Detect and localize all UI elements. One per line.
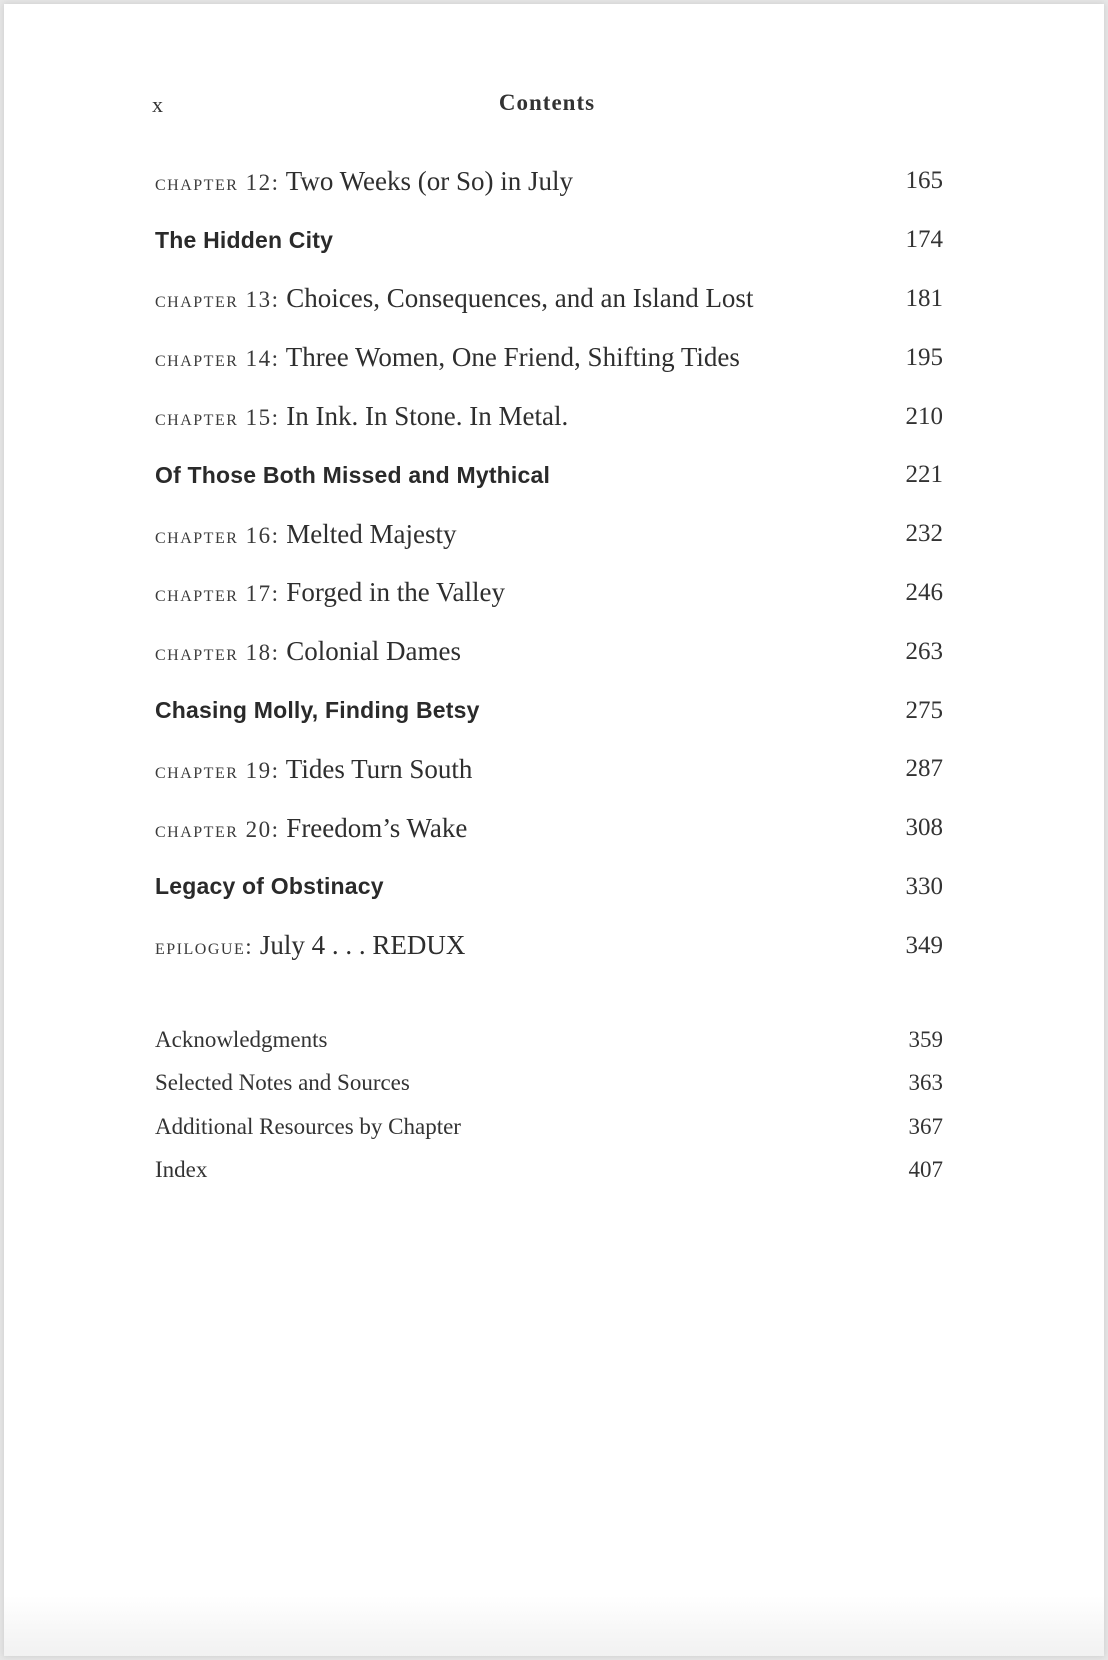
entry-text <box>155 636 883 667</box>
page-ref: 308 <box>905 814 943 842</box>
part-title: Legacy of Obstinacy <box>155 873 384 900</box>
chapter-title: Two Weeks (or So) in July <box>279 165 573 196</box>
chapter-title: Melted Majesty <box>279 518 457 549</box>
page-ref: 349 <box>905 931 943 959</box>
running-header <box>152 90 942 120</box>
entry-text <box>155 283 883 314</box>
chapter-label: chapter 18: <box>155 640 280 666</box>
entry-text <box>155 166 883 197</box>
chapter-title: In Ink. In Stone. In Metal. <box>279 401 569 432</box>
toc-entry[interactable] <box>155 270 943 329</box>
toc-epilogue-entry[interactable] <box>155 916 943 975</box>
chapter-label: chapter 13: <box>155 287 280 313</box>
chapter-label: chapter 14: <box>155 346 280 372</box>
page-ref: 363 <box>908 1070 943 1096</box>
toc-entry[interactable] <box>155 505 943 564</box>
back-matter-title: Index <box>155 1157 208 1183</box>
page-number: x <box>152 92 163 117</box>
chapter-label: chapter 20: <box>155 816 280 842</box>
page-ref: 181 <box>905 284 943 312</box>
chapter-title: Freedom’s Wake <box>279 812 468 843</box>
page-ref: 232 <box>905 520 943 548</box>
page-ref: 407 <box>908 1157 943 1183</box>
toc-entry[interactable] <box>155 622 943 681</box>
toc-entry[interactable] <box>155 799 943 858</box>
toc-entry[interactable] <box>155 564 943 623</box>
page-ref: 367 <box>908 1113 943 1139</box>
chapter-label: chapter 16: <box>155 522 280 548</box>
back-matter-entry[interactable] <box>155 1062 943 1106</box>
chapter-title: Tides Turn South <box>279 753 473 784</box>
page-ref: 246 <box>905 578 943 606</box>
chapter-title: Forged in the Valley <box>279 577 506 608</box>
toc-part-entry[interactable] <box>155 211 943 270</box>
epilogue-label: epilogue: <box>155 934 254 960</box>
toc-part-entry[interactable] <box>155 681 943 740</box>
back-matter-entry[interactable] <box>155 1018 943 1062</box>
part-title: Chasing Molly, Finding Betsy <box>155 697 480 724</box>
page-ref: 165 <box>905 167 943 195</box>
entry-text <box>155 577 883 608</box>
epilogue-title: July 4 . . . REDUX <box>253 930 466 961</box>
page-ref: 221 <box>905 461 943 489</box>
chapter-label: chapter 17: <box>155 581 280 607</box>
page-ref: 275 <box>905 696 943 724</box>
back-matter-entry[interactable] <box>155 1105 943 1149</box>
toc-part-entry[interactable] <box>155 446 943 505</box>
chapter-label: chapter 12: <box>155 169 280 195</box>
chapter-title: Three Women, One Friend, Shifting Tides <box>279 342 740 373</box>
toc-entry[interactable] <box>155 387 943 446</box>
entry-text <box>155 401 883 432</box>
back-matter-list <box>155 1018 943 1192</box>
entry-text <box>155 754 883 785</box>
back-matter-title: Selected Notes and Sources <box>155 1070 410 1096</box>
page-ref: 359 <box>908 1026 943 1052</box>
toc-part-entry[interactable] <box>155 858 943 917</box>
chapter-label: chapter 15: <box>155 405 280 431</box>
entry-text <box>155 813 883 844</box>
toc-entry[interactable] <box>155 740 943 799</box>
page-ref: 195 <box>905 343 943 371</box>
entry-text <box>155 930 883 961</box>
back-matter-title: Acknowledgments <box>155 1026 328 1052</box>
entry-text <box>155 519 883 550</box>
chapter-label: chapter 19: <box>155 757 280 783</box>
page-ref: 287 <box>905 755 943 783</box>
chapter-title: Colonial Dames <box>279 636 462 667</box>
toc-entry[interactable] <box>155 328 943 387</box>
page-ref: 174 <box>905 226 943 254</box>
part-title: Of Those Both Missed and Mythical <box>155 461 551 488</box>
page-ref: 210 <box>905 402 943 430</box>
page-ref: 263 <box>905 637 943 665</box>
table-of-contents <box>155 152 943 975</box>
book-page <box>4 4 1104 1656</box>
part-title: The Hidden City <box>155 226 334 253</box>
back-matter-title: Additional Resources by Chapter <box>155 1113 461 1139</box>
entry-text <box>155 342 883 373</box>
page-title: Contents <box>498 90 596 115</box>
chapter-title: Choices, Consequences, and an Island Lost <box>279 283 754 314</box>
toc-entry[interactable] <box>155 152 943 211</box>
back-matter-entry[interactable] <box>155 1149 943 1193</box>
page-ref: 330 <box>905 872 943 900</box>
